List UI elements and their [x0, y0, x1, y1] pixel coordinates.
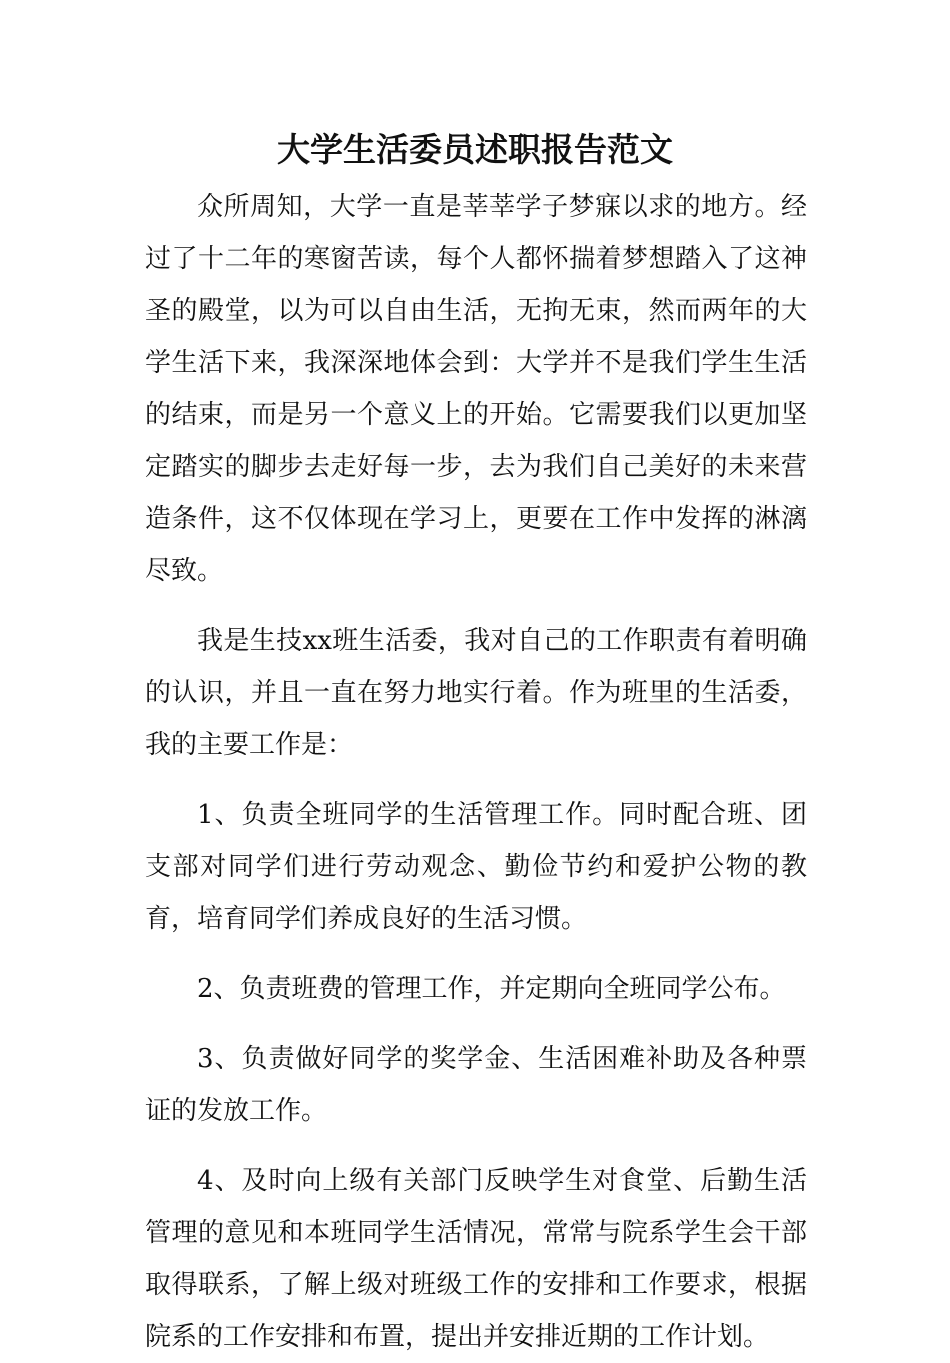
paragraph-duty-3: 3、负责做好同学的奖学金、生活困难补助及各种票证的发放工作。 [145, 1044, 807, 1126]
paragraph-intro: 众所周知，大学一直是莘莘学子梦寐以求的地方。经过了十二年的寒窗苦读，每个人都怀揣着梦想踏入了这神圣的殿堂，以为可以自由生活，无拘无束，然而两年的大学生活下来，我深深地体会到：大学并不是我们学生生活的结束，而是另一个意义上的开始。它需要我们以更加坚定踏实的脚步去走好每一步，去为我们自己美好的未来营造条件，这不仅体现在学习上，更要在工作中发挥的淋漓尽致。 [145, 192, 807, 586]
document-body [145, 181, 807, 1363]
paragraph-role: 我是生技xx班生活委，我对自己的工作职责有着明确的认识，并且一直在努力地实行着。作为班里的生活委，我的主要工作是： [145, 626, 807, 760]
paragraph-duty-2: 2、负责班费的管理工作，并定期向全班同学公布。 [197, 974, 786, 1004]
document-title: 大学生活委员述职报告范文 [277, 130, 673, 169]
paragraph-duty-4: 4、及时向上级有关部门反映学生对食堂、后勤生活管理的意见和本班同学生活情况，常常与院系学生会干部取得联系，了解上级对班级工作的安排和工作要求，根据院系的工作安排和布置，提出并安排近期的工作计划。 [145, 1166, 807, 1352]
paragraph-duty-1: 1、负责全班同学的生活管理工作。同时配合班、团支部对同学们进行劳动观念、勤俭节约和爱护公物的教育，培育同学们养成良好的生活习惯。 [145, 800, 807, 934]
